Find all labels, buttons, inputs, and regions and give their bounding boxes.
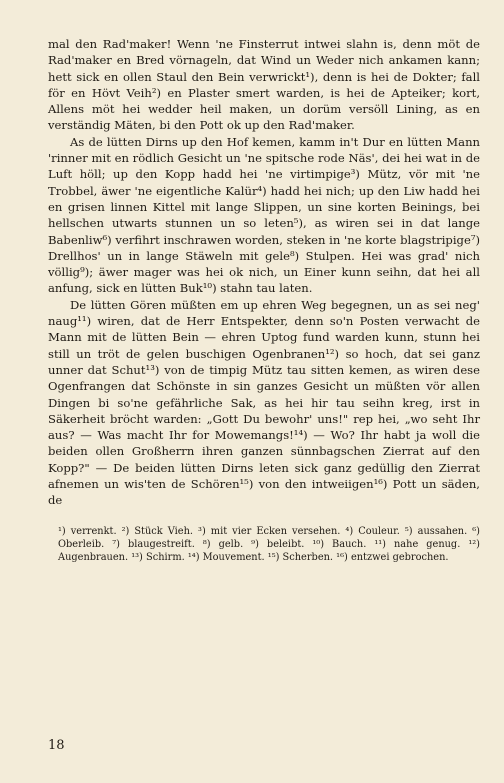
footnotes: ¹) verrenkt. ²) Stück Vieh. ³) mit vier Ecken versehen. ⁴) Couleur. ⁵) aussahen. ⁶) Oberleib. ⁷) blaugestreift. ⁸) gelb. ⁹) beleibt. ¹⁰) Bauch. ¹¹) nahe genug. ¹²) Augenbrauen. ¹³) Schirm. ¹⁴) Mouvement. ¹⁵) Scherben. ¹⁶) entzwei gebrochen. (58, 525, 480, 564)
paragraph-1: mal den Rad'maker! Wenn 'ne Finsterrut intwei slahn is, denn möt de Rad'maker en Bred vörnageln, dat Wind un Weder nich ankamen kann; hett sick en ollen Staul den Bein verwrickt¹), denn is hei de Dokter; fall för en Hövt Veih²) en Plaster smert warden, is hei de Apteiker; kort, Allens möt hei wedder heil maken, un dorüm versöll Lining, as en verständig Mäten, bi den Pott ok up den Rad'maker. (48, 37, 480, 133)
body-text (48, 36, 480, 509)
page-number: 18 (48, 738, 65, 753)
paragraph-2: As de lütten Dirns up den Hof kemen, kamm in't Dur en lütten Mann 'rinner mit en rödlich Gesicht un 'ne spitsche rode Näs', dei hei wat in de Luft höll; up den Kopp hadd hei 'ne virtimpige³) Mütz, vör mit 'ne Trobbel, äwer 'ne eigentliche Kalür⁴) hadd hei nich; up den Liw hadd hei en grisen linnen Kittel mit lange Slippen, un sine korten Beinings, bei hellschen utwarts stunnen un so leten⁵), as wiren sei in dat lange Babenliw⁶) verfihrt inschrawen worden, steken in 'ne korte blagstripige⁷) Drellhos' un in lange Stäweln mit gele⁸) Stulpen. Hei was grad' nich völlig⁹); äwer mager was hei ok nich, un Einer kunn seihn, dat hei all anfung, sick en lütten Buk¹⁰) stahn tau laten. (48, 134, 480, 296)
footnote-separator (48, 509, 480, 519)
paragraph-3: De lütten Gören müßten em up ehren Weg begegnen, un as sei neg' naug¹¹) wiren, dat de Herr Entspekter, denn so'n Posten verwacht de Mann mit de lütten Bein — ehren Uptog fund warden kunn, stunn hei still un tröt de gelen buschigen Ogenbranen¹²) so hoch, dat sei ganz unner dat Schut¹³) von de timpig Mütz tau sitten kemen, as wiren dese Ogenfrangen dat Schönste in sin ganzes Gesicht un müßten vör allen Dingen bi so'ne gefährliche Sak, as hei hir tau seihn kreg, irst in Säkerheit bröcht warden: „Gott Du bewohr' uns!" rep hei, „wo seht Ihr aus? — Was macht Ihr for Mowemangs!¹⁴) — Wo? Ihr habt ja woll die beiden ollen Großherrn ihren ganzen sünnbagschen Zierrat auf den Kopp?" — De beiden lütten Dirns leten sick ganz gedüllig den Zierrat afnemen un wis'ten de Schören¹⁵) von den intweiigen¹⁶) Pott un säden, de (48, 297, 480, 508)
